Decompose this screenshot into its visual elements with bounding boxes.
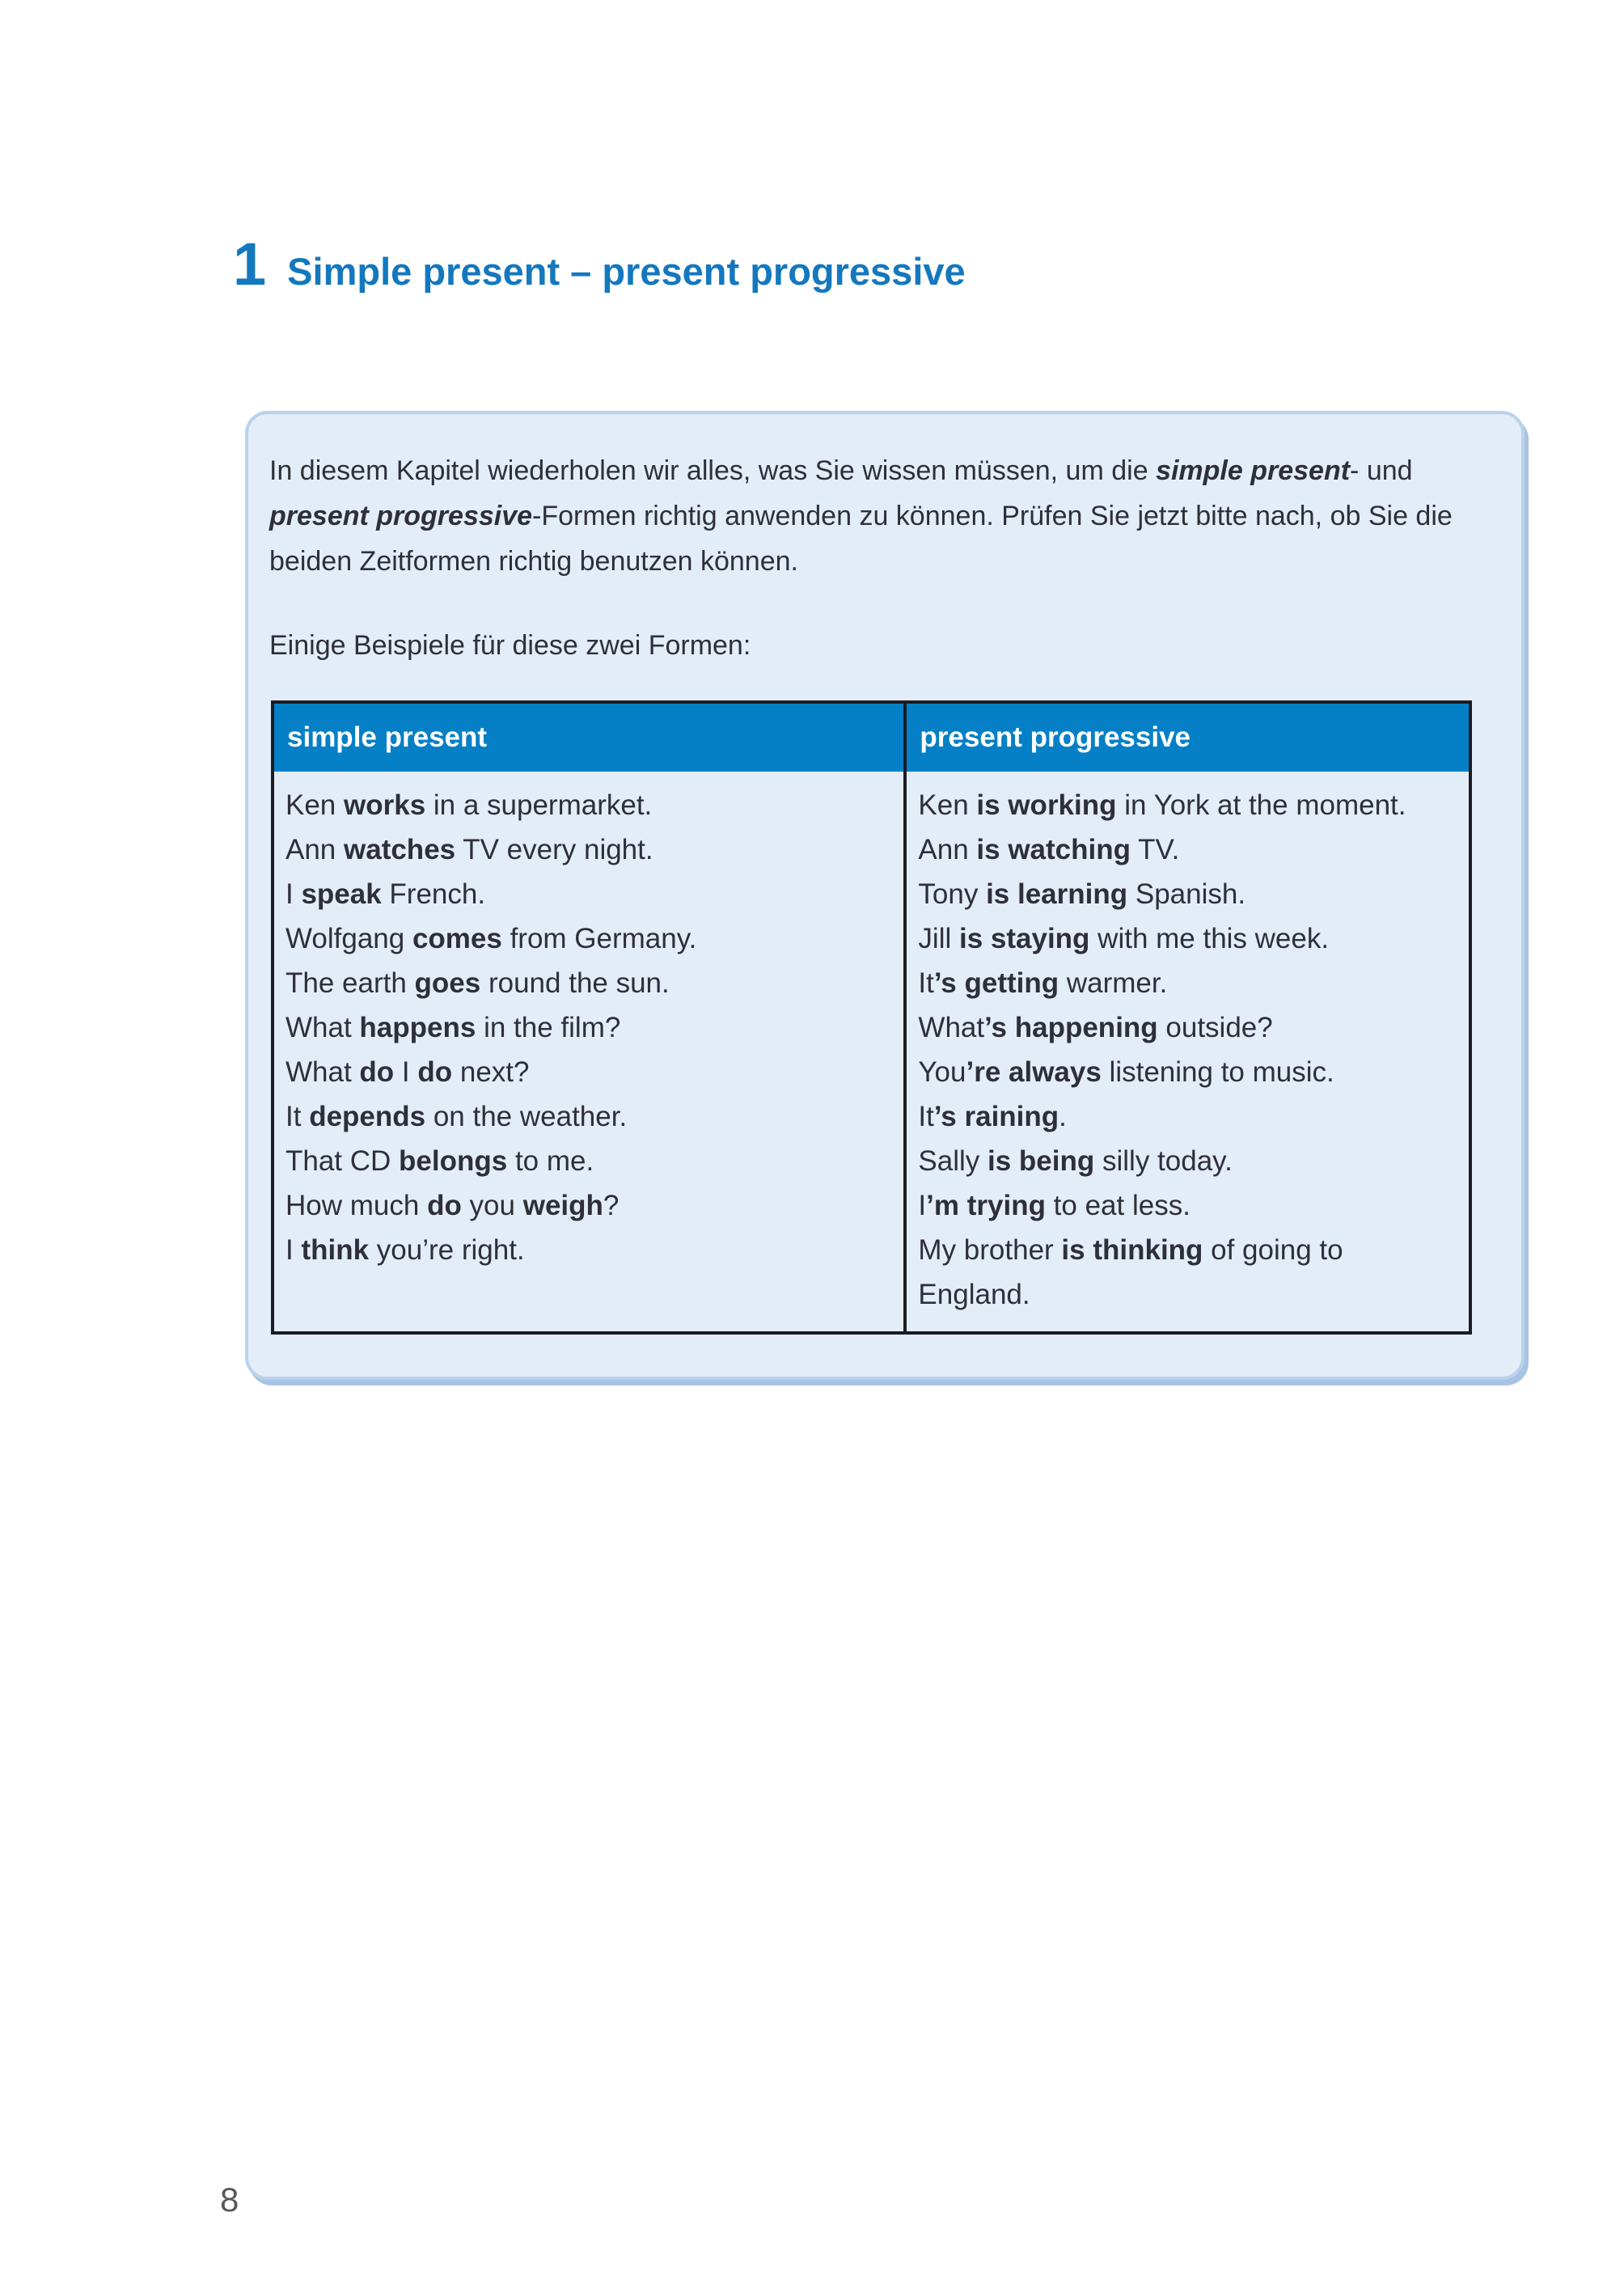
example-sentence: The earth goes round the sun. <box>285 967 670 999</box>
example-sentence: That CD belongs to me. <box>285 1145 594 1177</box>
simple-present-examples-cell <box>273 772 905 1333</box>
example-sentence: It depends on the weather. <box>285 1101 628 1132</box>
example-sentence: I think you’re right. <box>285 1234 525 1266</box>
example-sentence: How much do you weigh? <box>285 1190 620 1221</box>
example-sentence: Ann watches TV every night. <box>285 834 653 865</box>
example-sentence: Ken is working in York at the moment. <box>918 789 1406 821</box>
example-sentence: Wolfgang comes from Germany. <box>285 923 697 954</box>
present-progressive-examples-cell <box>905 772 1470 1333</box>
page-number: 8 <box>220 2181 239 2219</box>
intro-panel <box>245 411 1525 1380</box>
example-sentence: My brother is thinking of going to England. <box>918 1234 1343 1310</box>
example-sentence: Ken works in a supermarket. <box>285 789 653 821</box>
intro-paragraph: In diesem Kapitel wiederholen wir alles, was Sie wissen müssen, um die simple present- und present progressive-Formen richtig anwenden zu können. Prüfen Sie jetzt bitte nach, ob Sie die beiden Zeitformen richtig benutzen können. <box>269 455 1453 577</box>
example-sentence: Sally is being silly today. <box>918 1145 1233 1177</box>
examples-lead-in: Einige Beispiele für diese zwei Formen: <box>269 630 751 661</box>
examples-table-header <box>273 702 1470 772</box>
examples-row <box>273 772 1470 1333</box>
examples-table <box>271 700 1472 1335</box>
examples-table-body <box>273 772 1470 1333</box>
example-sentence: It’s getting warmer. <box>918 967 1168 999</box>
example-sentence: What happens in the film? <box>285 1012 621 1043</box>
example-sentence: Jill is staying with me this week. <box>918 923 1330 954</box>
example-sentence: I speak French. <box>285 878 486 910</box>
example-sentence: What’s happening outside? <box>918 1012 1273 1043</box>
column-header-present-progressive: present progressive <box>905 702 1470 772</box>
chapter-heading <box>233 231 966 298</box>
example-sentence: I’m trying to eat less. <box>918 1190 1191 1221</box>
column-header-simple-present: simple present <box>273 702 905 772</box>
example-sentence: Ann is watching TV. <box>918 834 1180 865</box>
chapter-title: Simple present – present progressive <box>287 250 966 293</box>
chapter-number: 1 <box>233 231 267 298</box>
example-sentence: What do I do next? <box>285 1056 530 1088</box>
example-sentence: Tony is learning Spanish. <box>918 878 1246 910</box>
example-sentence: It’s raining. <box>918 1101 1067 1132</box>
header-row <box>273 702 1470 772</box>
example-sentence: You’re always listening to music. <box>918 1056 1334 1088</box>
